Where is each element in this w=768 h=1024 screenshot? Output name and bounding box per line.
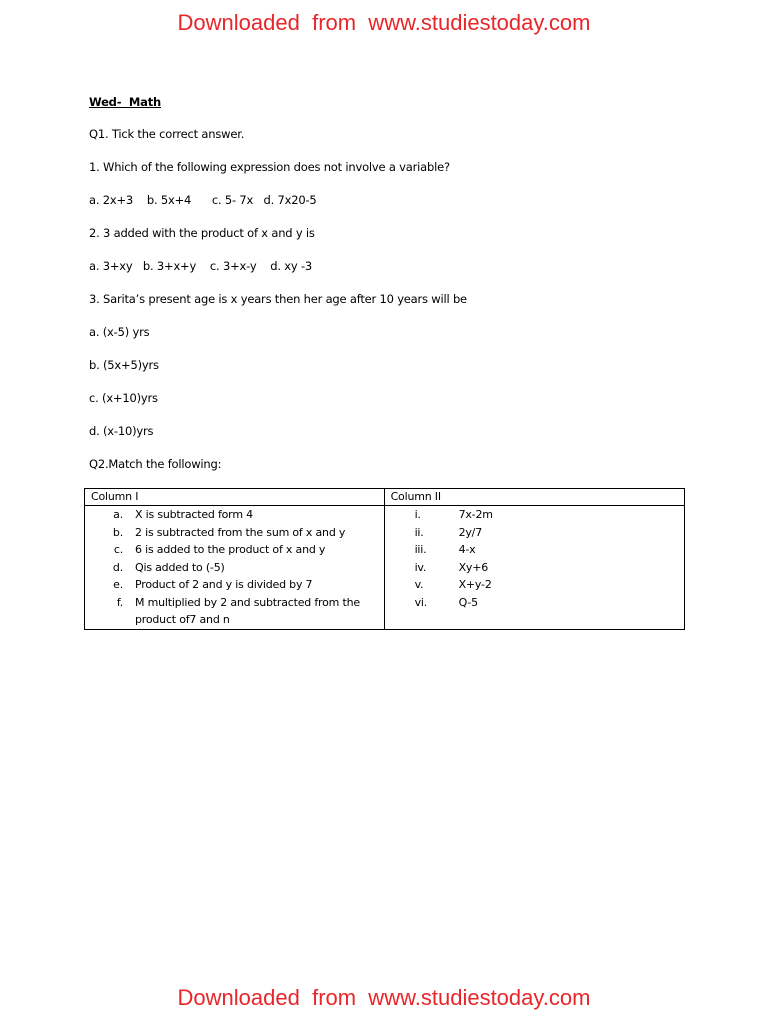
item-letter: b.: [112, 525, 123, 539]
item-letter: e.: [113, 578, 123, 591]
q2-title: Q2.Match the following:: [89, 457, 222, 471]
watermark-banner-top: Downloaded from www.studiestoday.com: [177, 10, 591, 35]
item-letter: c.: [113, 543, 123, 556]
q1-question-2-options: a. 3+xy b. 3+x+y c. 3+x-y d. xy -3: [89, 259, 313, 273]
table-row: [85, 594, 384, 629]
table-row: [85, 524, 384, 542]
item-text: 2 is subtracted from the sum of x and y: [135, 525, 346, 539]
table-row: [85, 559, 384, 577]
item-text: 4-x: [458, 543, 476, 556]
item-numeral: v.: [414, 578, 424, 591]
q1-question-2: 2. 3 added with the product of x and y is: [89, 226, 315, 240]
item-numeral: iv.: [414, 560, 427, 574]
worksheet-heading: Wed- Math: [89, 95, 161, 109]
item-text: X is subtracted form 4: [135, 508, 253, 521]
table-row: [85, 541, 384, 559]
item-letter: a.: [113, 508, 123, 521]
q1-question-1-options: a. 2x+3 b. 5x+4 c. 5- 7x d. 7x20-5: [89, 193, 317, 207]
table-row: [85, 576, 384, 594]
q1-question-1: 1. Which of the following expression does not involve a variable?: [89, 160, 450, 174]
item-numeral: vi.: [414, 595, 428, 609]
table-row: [385, 506, 684, 524]
match-table-body-row: [85, 506, 685, 630]
match-table-header-row: [85, 489, 685, 506]
table-row: [385, 576, 684, 594]
table-row: [385, 524, 684, 542]
item-text: M multiplied by 2 and subtracted from the product of7 and n: [135, 595, 360, 626]
item-text: Xy+6: [458, 560, 489, 574]
item-text: 6 is added to the product of x and y: [135, 543, 326, 556]
table-row: [85, 506, 384, 524]
item-numeral: iii.: [414, 543, 427, 556]
q1-title: Q1. Tick the correct answer.: [89, 127, 245, 141]
table-row: [385, 559, 684, 577]
column-2-cell: [384, 506, 684, 630]
q1-question-3-option-c: c. (x+10)yrs: [89, 391, 158, 405]
q1-question-3-option-b: b. (5x+5)yrs: [89, 358, 159, 372]
item-text: Qis added to (-5): [135, 560, 225, 574]
watermark-banner-bottom: Downloaded from www.studiestoday.com: [177, 985, 591, 1010]
item-text: Q-5: [458, 595, 478, 609]
item-numeral: i.: [414, 508, 421, 521]
q1-question-3-option-d: d. (x-10)yrs: [89, 424, 154, 438]
table-row: [385, 541, 684, 559]
item-letter: d.: [112, 560, 123, 574]
item-text: X+y-2: [458, 578, 492, 591]
match-table: [84, 488, 685, 630]
item-numeral: ii.: [414, 525, 424, 539]
column-2-header: Column II: [384, 489, 684, 506]
column-1-header: Column I: [85, 489, 385, 506]
table-row: [385, 594, 684, 612]
item-text: 7x-2m: [458, 508, 493, 521]
item-text: Product of 2 and y is divided by 7: [135, 578, 313, 591]
item-text: 2y/7: [458, 525, 482, 539]
q1-question-3-option-a: a. (x-5) yrs: [89, 325, 150, 339]
q1-question-3: 3. Sarita’s present age is x years then her age after 10 years will be: [89, 292, 467, 306]
column-1-cell: [85, 506, 385, 630]
item-letter: f.: [116, 595, 123, 609]
